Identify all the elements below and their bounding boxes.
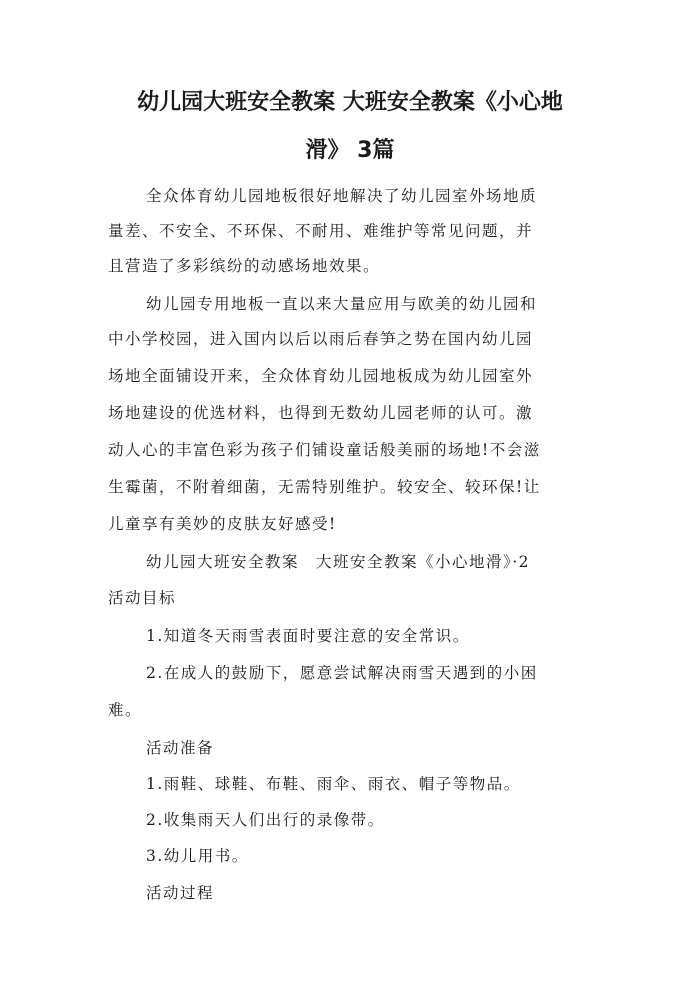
body-line: 生霉菌，不附着细菌，无需特别维护。较安全、较环保!让 — [108, 478, 541, 496]
body-line: 难。 — [108, 701, 143, 719]
list-item: 1.雨鞋、球鞋、布鞋、雨伞、雨衣、帽子等物品。 — [146, 775, 521, 793]
body-line: 儿童享有美妙的皮肤友好感受! — [108, 515, 337, 533]
document-title-line-1: 幼儿园大班安全教案 大班安全教案《小心地 — [137, 90, 563, 115]
body-line: 中小学校园，进入国内以后以雨后春笋之势在国内幼儿园 — [108, 330, 534, 348]
list-item: 2.在成人的鼓励下，愿意尝试解决雨雪天遇到的小困 — [146, 664, 538, 682]
list-item: 3.幼儿用书。 — [146, 847, 249, 865]
body-line: 场地建设的优选材料，也得到无数幼儿园老师的认可。激 — [108, 404, 534, 422]
list-item: 1.知道冬天雨雪表面时要注意的安全常识。 — [146, 627, 470, 645]
section-heading-line: 幼儿园大班安全教案 大班安全教案《小心地滑》·2 — [146, 553, 531, 571]
section-heading: 活动准备 — [146, 739, 215, 757]
body-line: 动人心的丰富色彩为孩子们铺设童话般美丽的场地!不会滋 — [108, 441, 541, 459]
body-line: 场地全面铺设开来，全众体育幼儿园地板成为幼儿园室外 — [108, 367, 534, 385]
document-title-line-2: 滑》 3篇 — [305, 138, 395, 163]
body-line: 量差、不安全、不环保、不耐用、难维护等常见问题，并 — [108, 222, 534, 240]
list-item: 2.收集雨天人们出行的录像带。 — [146, 811, 385, 829]
body-line: 且营造了多彩缤纷的动感场地效果。 — [108, 257, 381, 275]
section-heading: 活动目标 — [108, 589, 177, 607]
section-heading: 活动过程 — [146, 884, 215, 902]
body-line: 全众体育幼儿园地板很好地解决了幼儿园室外场地质 — [146, 187, 538, 205]
body-line: 幼儿园专用地板一直以来大量应用与欧美的幼儿园和 — [146, 295, 538, 313]
